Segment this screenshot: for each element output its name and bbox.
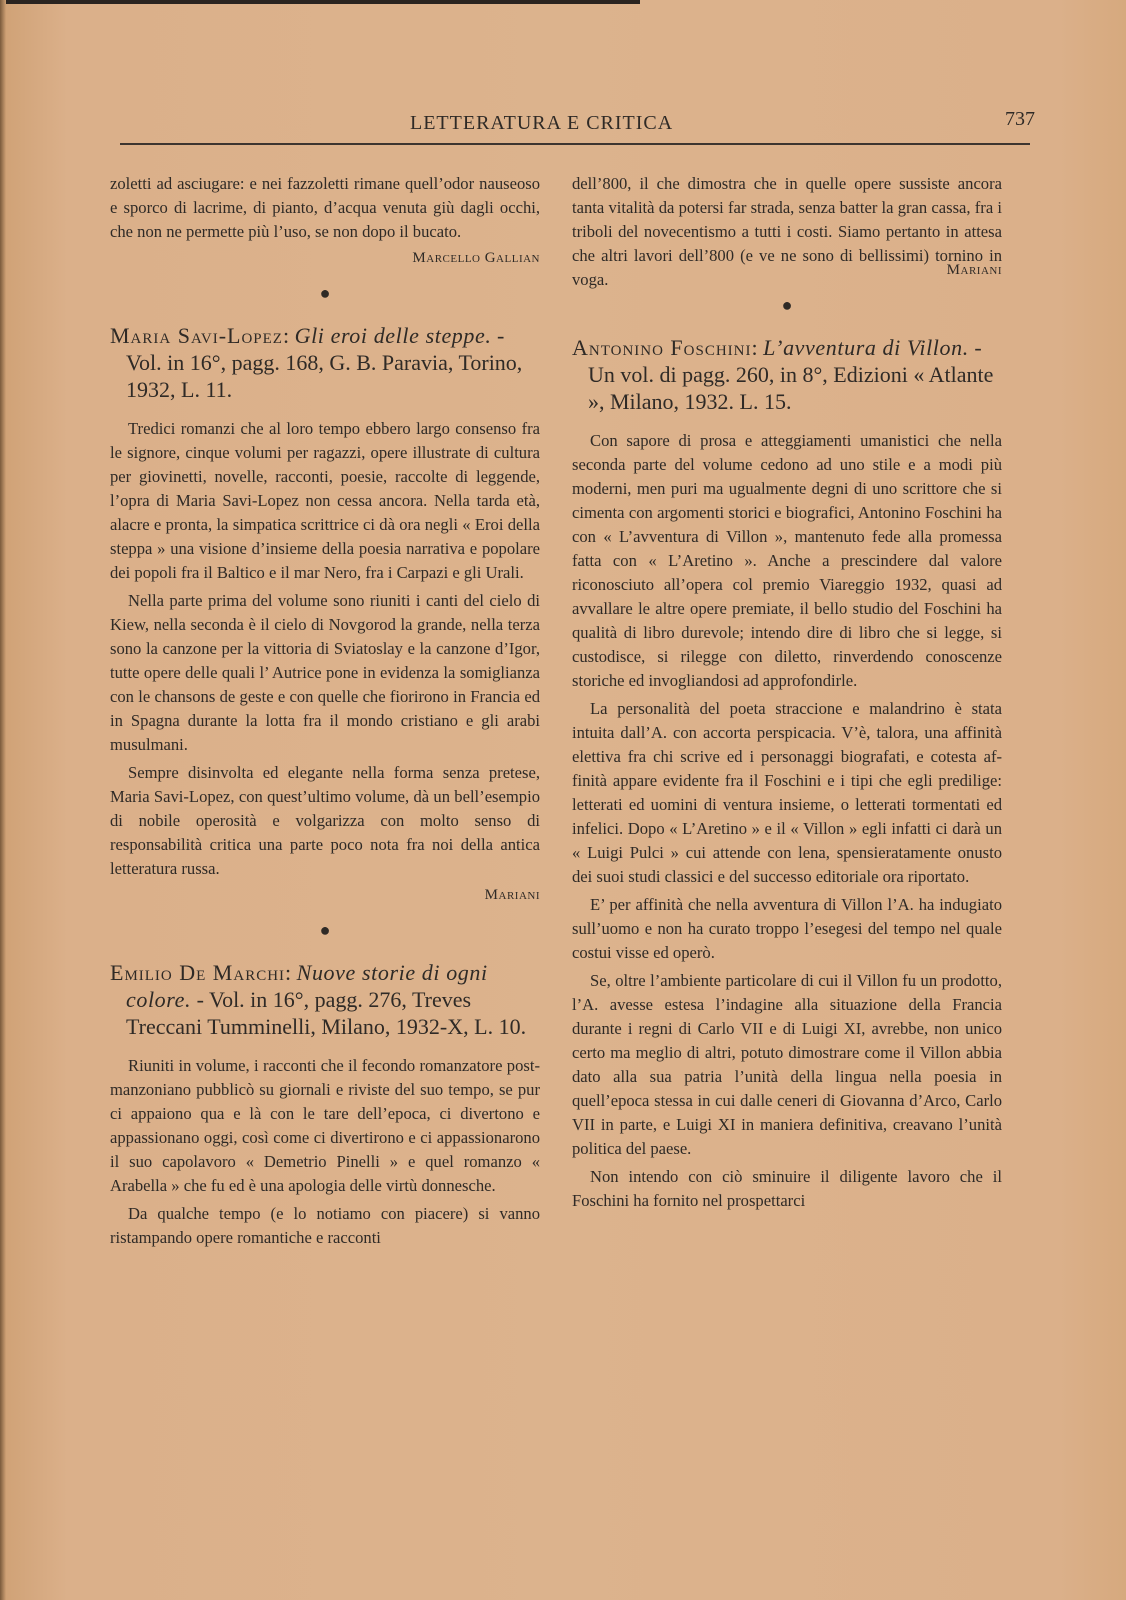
review-paragraph: Non intendo con ciò sminuire il diligente lavoro che il Foschini ha fornito nel prospettarci xyxy=(572,1167,1002,1210)
review-author: Maria Savi-Lopez xyxy=(110,323,283,348)
review-author: Antonino Foschini xyxy=(572,335,752,360)
section-separator: ● xyxy=(319,920,331,940)
review-paragraph: Sempre disinvolta ed elegante nella forma senza pretese, Maria Savi-Lopez, con quest’ultimo volume, dà un bell’esempio di nobile operosità e volgarizza con molto senso di responsabilità critica una parte poco nota fra noi della antica letteratura russa. xyxy=(110,763,540,878)
review-paragraph: Da qualche tempo (e lo notiamo con piacere) si vanno ristampando opere romantiche e racconti xyxy=(110,1204,540,1247)
signature-mariani: Mariani xyxy=(484,887,540,903)
running-header xyxy=(120,108,1035,142)
continuation-paragraph: dell’800, il che dimostra che in quelle opere sussiste ancora tanta vitalità da potersi far strada, senza batter la gran cassa, fra i triboli del novecentismo a tutti i costi. Siamo pertanto in attesa che altri lavori dell’800 (e ve ne sono di bellissimi) tornino in voga. xyxy=(572,174,1002,289)
review-details: - Un vol. di pagg. 260, in 8°, Edizioni « Atlante », Milano, 1932. L. 15. xyxy=(588,335,994,414)
review-paragraph: Tredici romanzi che al loro tempo ebbero largo consenso fra le signore, cinque volumi per ragazzi, opere illustrate di cultura per giovinetti, novelle, racconti, poesie, raccolte di leggende, l’opra di Maria Savi-Lopez non cessa ancora. Nella tarda età, alacre e pronta, la simpatica scrittrice ci dà ora negli « Eroi della steppa » una visione d’insieme della poesia narrativa e popolare dei popoli fra il Baltico e il mar Nero, fra i Carpazi e gli Urali. xyxy=(110,419,540,582)
header-rule xyxy=(120,143,1030,145)
running-title: LETTERATURA E CRITICA xyxy=(410,112,674,134)
scan-edge-left xyxy=(0,0,6,1600)
section-separator: ● xyxy=(319,283,331,303)
review-title: Nuove storie di ogni colore. xyxy=(126,960,488,1012)
review-paragraph: Riuniti in volume, i racconti che il fecondo romanzatore post-manzoniano pubblicò su giornali e riviste del suo tempo, se pur ci appaiono qua e là con le tare dell’epoca, ci divertono e appassionano oggi, così come ci divertirono e ci appassionarono il suo capolavoro « Demetrio Pinelli » e quel romanzo « Arabella » che fu ed è una apologia delle virtù donnesche. xyxy=(110,1056,540,1195)
review-details: - Vol. in 16°, pagg. 276, Treves Treccani Tumminelli, Milano, 1932-X, L. 10. xyxy=(126,987,527,1039)
review-heading-foschini: Antonino Foschini: L’avventura di Villon. - Un vol. di pagg. 260, in 8°, Edizioni « Atlante », Milano, 1932. L. 15. xyxy=(572,335,994,414)
signature-gallian: Marcello Gallian xyxy=(412,250,540,266)
scan-edge-top xyxy=(0,0,640,4)
right-column xyxy=(572,172,1002,1213)
review-paragraph: La personalità del poeta straccione e malandrino è stata intuita dall’A. con accorta perspicacia. V’è, talora, una affinità elettiva fra chi scrive ed i personaggi biografati, e cotesta affinità appare evidente fra il Foschini e i tipi che egli predilige: letterati ed uomini di ventura insieme, o letterati tormentati ed infelici. Dopo « L’Aretino » e il « Villon » egli infatti ci darà un « Luigi Pulci » cui attende con lena, spensieratamente onusto dei suoi studi classici e del successo editoriale ora riportato. xyxy=(572,699,1002,886)
page-number: 737 xyxy=(1005,108,1035,130)
review-paragraph: Con sapore di prosa e atteggiamenti umanistici che nella seconda parte del volume cedono ad uno stile e a modi più moderni, men puri ma ugualmente degni di uno scrittore che si cimenta con argomenti storici e biografici, Antonino Foschini ha con « L’avventura di Villon », mantenuto fede alla promessa fatta con « L’Aretino ». Anche a prescindere dal valore riconosciuto all’opera col premio Viareggio 1932, quasi ad avvallare le altre opere premiate, il bello studio del Foschini ha qualità di libro durevole; intendo dire di libro che si legge, si custodisce, si rilegge con diletto, rinverdendo conoscenze storiche ed invogliandosi ad approfondirle. xyxy=(572,431,1002,690)
review-heading-de-marchi: Emilio De Marchi: Nuove storie di ogni colore. - Vol. in 16°, pagg. 276, Treves Treccani Tumminelli, Milano, 1932-X, L. 10. xyxy=(110,960,527,1039)
left-column xyxy=(110,172,540,1250)
intro-paragraph: zoletti ad asciugare: e nei fazzoletti rimane quell’odor nauseoso e sporco di lacrime, di pianto, d’acqua venuta giù dagli occhi, che non ne permette più l’uso, se non dopo il bucato. xyxy=(110,174,540,241)
review-details: - Vol. in 16°, pagg. 168, G. B. Paravia, Torino, 1932, L. 11. xyxy=(126,323,523,402)
review-title: L’avventura di Villon. xyxy=(763,335,969,360)
review-heading-savi-lopez: Maria Savi-Lopez: Gli eroi delle steppe. - Vol. in 16°, pagg. 168, G. B. Paravia, Torino, 1932, L. 11. xyxy=(110,323,523,402)
review-paragraph: Se, oltre l’ambiente particolare di cui il Villon fu un prodotto, l’A. avesse estesa l’indagine alla situazione della Francia durante i regni di Carlo VII e di Luigi XI, avrebbe, non unico certo ma meglio di altri, potuto dimostrare come il Villon abbia dato alla sua patria l’unità della lingua nella poesia in quell’epoca stessa in cui dalle ceneri di Giovanna d’Arco, Carlo VII in parte, e Luigi XI in maniera definitiva, creavano l’unità politica del paese. xyxy=(572,971,1002,1158)
review-author: Emilio De Marchi xyxy=(110,960,286,985)
signature-mariani: Mariani xyxy=(946,262,1002,278)
review-paragraph: E’ per affinità che nella avventura di Villon l’A. ha indugiato sull’uomo e non ha curato troppo l’esegesi del tempo nel quale costui visse ed operò. xyxy=(572,895,1002,962)
review-title: Gli eroi delle steppe. xyxy=(294,323,492,348)
review-paragraph: Nella parte prima del volume sono riuniti i canti del cielo di Kiew, nella seconda è il cielo di Novgorod la grande, nella terza sono la canzone per la vittoria di Sviatoslay e la canzone d’Igor, tutte opere delle quali l’ Autrice pone in evidenza la somiglianza con le chansons de geste e con quelle che fiorirono in Francia ed in Spagna durante la lotta fra il mondo cristiano e gli arabi musulmani. xyxy=(110,591,540,754)
section-separator: ● xyxy=(781,295,793,315)
